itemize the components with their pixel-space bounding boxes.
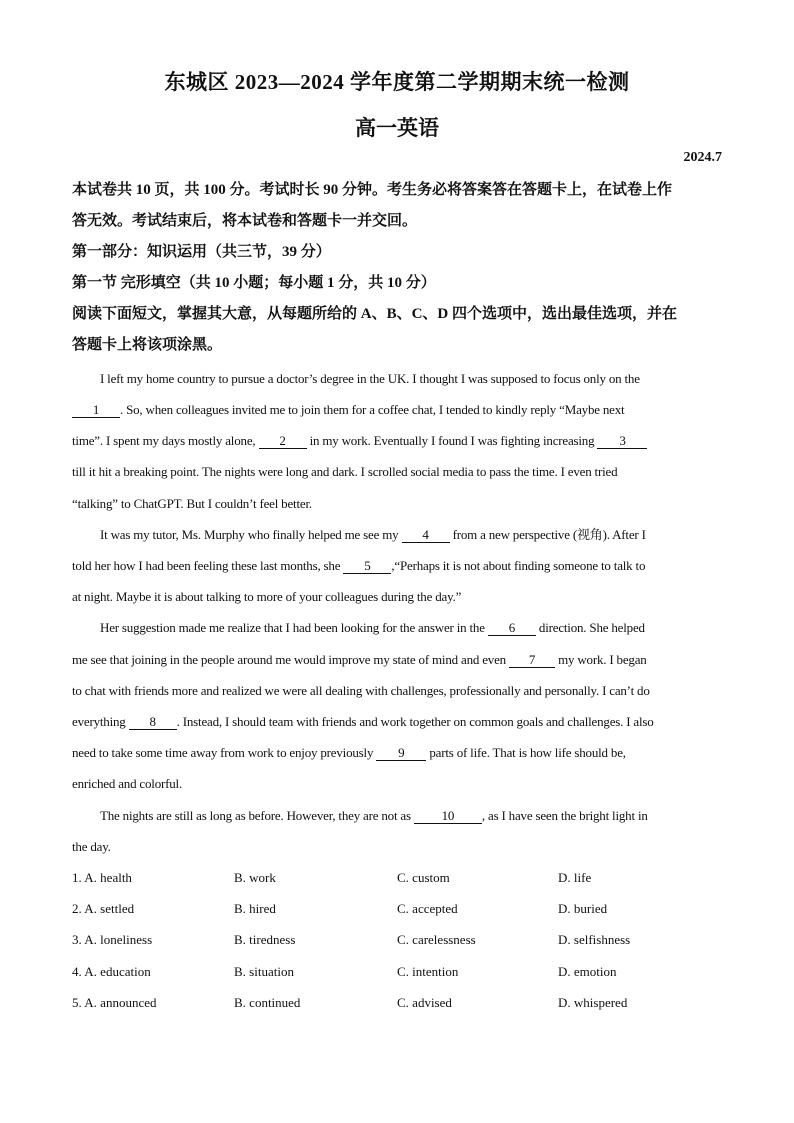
blank-1: 1 [72,403,120,418]
option-c: C. accepted [397,901,458,916]
option-c: C. advised [397,995,452,1010]
option-b: B. situation [234,964,294,979]
option-d: D. life [558,870,592,885]
blank-3: 3 [597,434,647,449]
blank-6: 6 [488,621,536,636]
option-a: 2. A. settled [72,901,135,916]
option-d: D. whispered [558,995,628,1010]
option-b: B. hired [234,901,276,916]
passage-line: at night. Maybe it is about talking to more of your colleagues during the day.” [72,589,462,604]
blank-5: 5 [343,559,391,574]
option-a: 5. A. announced [72,995,157,1010]
option-a: 1. A. health [72,870,132,885]
exam-title: 东城区 2023—2024 学年度第二学期期末统一检测 [164,70,630,94]
option-c: C. custom [397,870,450,885]
part1-heading: 第一部分：知识运用（共三节，39 分） [72,244,331,260]
option-b: B. tiredness [234,932,296,947]
directions-line-2: 答题卡上将该项涂黑。 [72,337,223,353]
passage-line: 1 . So, when colleagues invited me to join them for a coffee chat, I tended to kindly reply “Maybe next [72,401,722,419]
blank-7: 7 [509,653,555,668]
passage-line: It was my tutor, Ms. Murphy who finally helped me see my 4 from a new perspective (视角). After I [100,527,646,542]
passage-line: the day. [72,839,111,854]
passage-line: till it hit a breaking point. The nights were long and dark. I scrolled social media to pass the time. I even tried [72,464,618,479]
passage-line: enriched and colorful. [72,776,183,791]
passage-line: me see that joining in the people around me would improve my state of mind and even 7 my work. I began [72,652,647,667]
option-d: D. buried [558,901,608,916]
blank-8: 8 [129,715,177,730]
exam-date: 2024.7 [683,150,722,165]
passage-line: told her how I had been feeling these last months, she 5 ,“Perhaps it is not about finding someone to talk to [72,558,646,573]
blank-4: 4 [402,528,450,543]
passage-line: The nights are still as long as before. However, they are not as 10 , as I have seen the bright light in [100,808,648,823]
option-c: C. carelessness [397,932,476,947]
blank-10: 10 [414,809,482,824]
intro-line-1: 本试卷共 10 页，共 100 分。考试时长 90 分钟。考生务必将答案答在答题卡上，在试卷上作 [72,182,673,198]
blank-2: 2 [259,434,307,449]
option-d: D. selfishness [558,932,631,947]
option-b: B. continued [234,995,301,1010]
option-b: B. work [234,870,276,885]
passage-line: I left my home country to pursue a doctor’s degree in the UK. I thought I was supposed to focus only on the [100,371,640,386]
passage-line: time”. I spent my days mostly alone, 2 in my work. Eventually I found I was fighting increasing 3 [72,432,722,450]
directions-line-1: 阅读下面短文，掌握其大意，从每题所给的 A、B、C、D 四个选项中，选出最佳选项，并在 [72,306,678,322]
exam-subtitle: 高一英语 [355,116,439,140]
passage-line: “talking” to ChatGPT. But I couldn’t feel better. [72,496,312,511]
passage-line: to chat with friends more and realized we were all dealing with challenges, professionally and personally. I can’t do [72,683,650,698]
option-c: C. intention [397,964,459,979]
option-a: 3. A. loneliness [72,932,153,947]
passage-line: need to take some time away from work to enjoy previously 9 parts of life. That is how life should be, [72,745,626,760]
option-d: D. emotion [558,964,617,979]
intro-line-2: 答无效。考试结束后，将本试卷和答题卡一并交回。 [72,213,418,229]
section1-heading: 第一节 完形填空（共 10 小题；每小题 1 分，共 10 分） [72,275,436,291]
blank-9: 9 [376,746,426,761]
passage-line: everything 8 . Instead, I should team with friends and work together on common goals and challenges. I also [72,714,654,729]
passage-line: Her suggestion made me realize that I had been looking for the answer in the 6 direction. She helped [100,620,645,635]
option-a: 4. A. education [72,964,151,979]
